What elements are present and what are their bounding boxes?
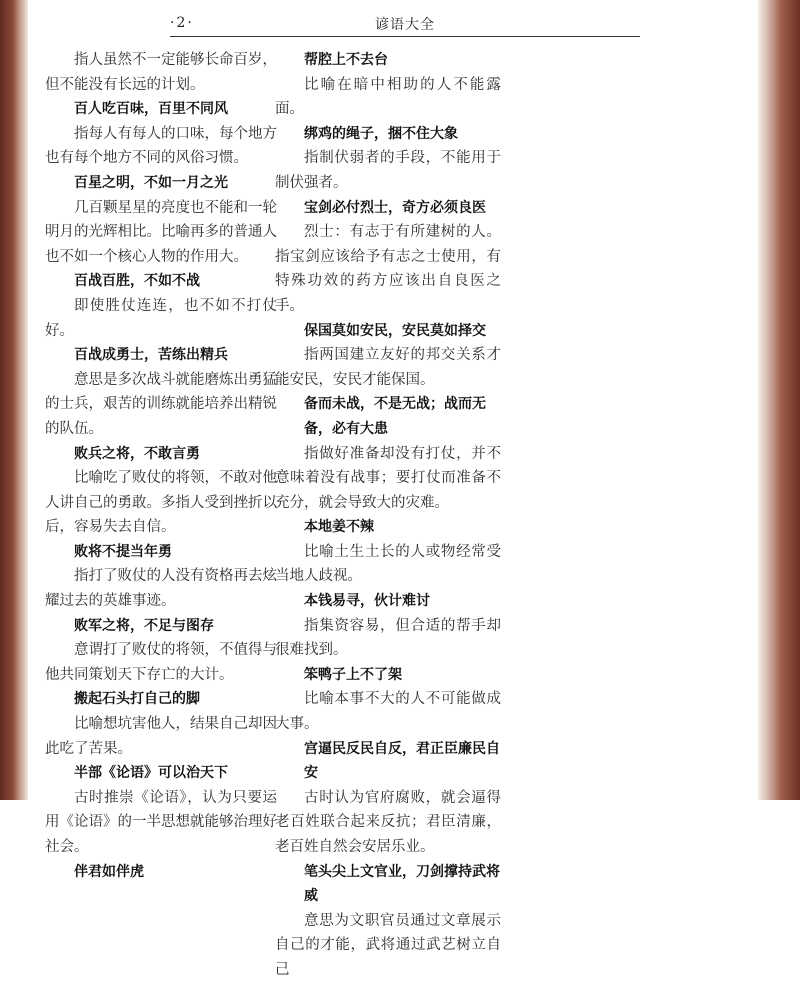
proverb-definition: 比喻土生土长的人或物经常受当地人歧视。 xyxy=(275,543,501,585)
proverb-definition: 比喻本事不大的人不可能做成大事。 xyxy=(275,691,501,733)
proverb-entry xyxy=(275,319,501,393)
proverb-entry xyxy=(275,663,501,737)
proverb-definition: 古时认为官府腐败，就会逼得老百姓联合起来反抗；君臣清廉，老百姓自然会安居乐业。 xyxy=(275,789,501,855)
proverb-term: 百战百胜，不如不战 xyxy=(74,273,200,290)
proverb-entry xyxy=(275,48,501,122)
proverb-definition: 指制伏弱者的手段，不能用于制伏强者。 xyxy=(275,150,501,191)
proverb-entry xyxy=(275,196,501,319)
proverb-term: 搬起石头打自己的脚 xyxy=(74,691,200,708)
proverb-term: 宫逼民反民自反，君正臣廉民自安 xyxy=(304,740,500,782)
proverb-term: 百人吃百味，百里不同风 xyxy=(74,101,228,118)
proverb-entry xyxy=(45,97,277,171)
proverb-entry xyxy=(45,614,277,688)
proverb-definition: 指每人有每人的口味，每个地方也有每个地方不同的风俗习惯。 xyxy=(45,125,277,167)
proverb-definition: 指两国建立友好的邦交关系才能安民，安民才能保国。 xyxy=(275,347,501,388)
proverb-definition: 指做好准备却没有打仗，并不意味着没有战事；要打仗而准备不充分，就会导致大的灾难。 xyxy=(275,445,501,511)
proverb-definition: 指打了败仗的人没有资格再去炫耀过去的英雄事迹。 xyxy=(45,568,277,610)
proverb-entry xyxy=(45,343,277,441)
proverb-entry xyxy=(45,48,277,97)
proverb-entry xyxy=(45,761,277,859)
proverb-term: 半部《论语》可以治天下 xyxy=(74,765,228,782)
proverb-entry xyxy=(45,687,277,761)
proverb-definition: 指人虽然不一定能够长命百岁，但不能没有长远的计划。 xyxy=(45,52,277,93)
proverb-definition: 比喻在暗中相助的人不能露面。 xyxy=(275,76,501,118)
proverb-entry xyxy=(275,122,501,196)
proverb-term: 保国莫如安民，安民莫如择交 xyxy=(304,322,486,339)
proverb-entry xyxy=(45,171,277,269)
proverb-definition: 比喻想坑害他人，结果自己却因此吃了苦果。 xyxy=(45,716,277,757)
proverb-definition: 古时推崇《论语》，认为只要运用《论语》的一半思想就能够治理好社会。 xyxy=(45,789,277,855)
proverb-term: 宝剑必付烈士，奇方必须良医 xyxy=(304,199,486,216)
left-column xyxy=(45,48,277,884)
proverb-term: 绑鸡的绳子，捆不住大象 xyxy=(304,125,458,142)
proverb-definition: 意思是多次战斗就能磨炼出勇猛的士兵，艰苦的训练就能培养出精锐的队伍。 xyxy=(45,371,277,437)
right-column xyxy=(275,48,501,983)
proverb-entry xyxy=(45,540,277,614)
proverb-entry xyxy=(45,860,277,885)
proverb-term: 本地姜不辣 xyxy=(304,519,374,536)
proverb-entry xyxy=(275,515,501,589)
proverb-entry xyxy=(275,589,501,663)
proverb-definition: 几百颗星星的亮度也不能和一轮明月的光辉相比。比喻再多的普通人也不如一个核心人物的作用大。 xyxy=(45,199,277,265)
page-header xyxy=(170,14,640,37)
proverb-entry xyxy=(45,442,277,540)
proverb-term: 本钱易寻，伙计难讨 xyxy=(304,593,430,610)
page-number: ·2· xyxy=(170,15,194,31)
proverb-entry xyxy=(275,392,501,515)
proverb-entry xyxy=(275,737,501,860)
proverb-term: 笔头尖上文官业，刀剑撑持武将威 xyxy=(304,863,500,905)
proverb-definition: 指集资容易，但合适的帮手却很难找到。 xyxy=(275,617,501,659)
book-frame-right xyxy=(758,0,800,800)
proverb-definition: 比喻吃了败仗的将领，不敢对他人讲自己的勇敢。多指人受到挫折以后，容易失去自信。 xyxy=(45,470,277,536)
proverb-term: 备而未战，不是无战；战而无备，必有大患 xyxy=(304,396,486,437)
proverb-entry xyxy=(45,269,277,343)
proverb-term: 败军之将，不足与图存 xyxy=(74,617,214,634)
proverb-term: 笨鸭子上不了架 xyxy=(304,666,402,683)
proverb-term: 帮腔上不去台 xyxy=(304,52,388,68)
proverb-term: 伴君如伴虎 xyxy=(74,863,144,880)
proverb-entry xyxy=(275,860,501,983)
proverb-definition: 意谓打了败仗的将领，不值得与他共同策划天下存亡的大计。 xyxy=(45,642,277,683)
proverb-term: 败兵之将，不敢言勇 xyxy=(74,445,200,462)
proverb-term: 百星之明，不如一月之光 xyxy=(74,174,228,191)
proverb-definition: 即使胜仗连连，也不如不打仗好。 xyxy=(45,297,277,339)
proverb-term: 败将不提当年勇 xyxy=(74,543,172,560)
proverb-definition: 烈士：有志于有所建树的人。指宝剑应该给予有志之士使用，有特殊功效的药方应该出自良医之手。 xyxy=(275,224,501,314)
proverb-definition: 意思为文职官员通过文章展示自己的才能，武将通过武艺树立自己 xyxy=(275,912,501,978)
proverb-term: 百战成勇士，苦练出精兵 xyxy=(74,347,228,364)
book-frame-left xyxy=(0,0,28,800)
book-title: 谚语大全 xyxy=(375,17,435,33)
